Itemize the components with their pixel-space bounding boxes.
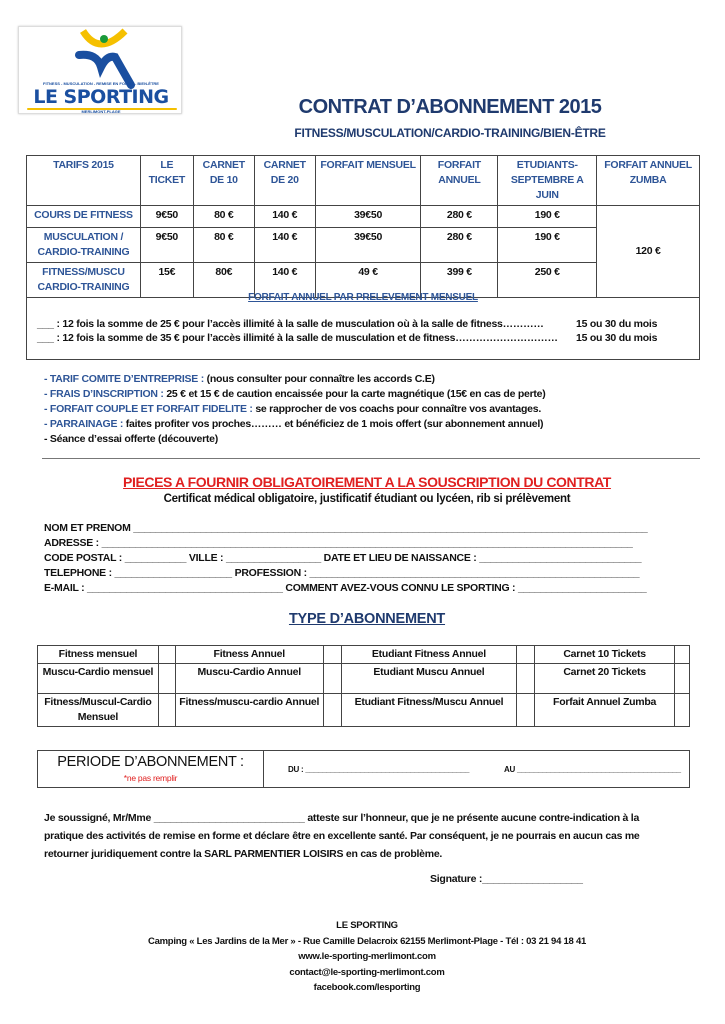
note-label: - FRAIS D’INSCRIPTION :	[44, 388, 164, 400]
field-row-email[interactable]: E-MAIL : ___________________________________ COMMENT AVEZ-VOUS CONNU LE SPORTING : _______________________	[44, 582, 647, 594]
option-text: : 12 fois la somme de 25 € pour l’accès illimité à la salle de musculation où à la salle de fitness…………	[53, 318, 544, 330]
field-nom[interactable]: NOM ET PRENOM ____________________________________________________________________________________________	[44, 522, 648, 534]
pieces-subtitle: Certificat médical obligatoire, justificatif étudiant ou lycéen, rib si prélèvement	[163, 493, 571, 505]
cell: 39€50	[315, 228, 421, 263]
notes-list	[44, 372, 546, 447]
field-row-cp[interactable]: CODE POSTAL : ___________ VILLE : _________________ DATE ET LIEU DE NAISSANCE : _____________________________	[44, 552, 642, 564]
field-label: COMMENT AVEZ-VOUS CONNU LE SPORTING :	[285, 582, 516, 594]
checkbox[interactable]	[323, 694, 341, 727]
checkbox[interactable]	[674, 664, 689, 694]
field-label: VILLE :	[188, 552, 224, 564]
header-cell: FORFAIT ANNUEL	[421, 156, 498, 206]
cell: 140 €	[254, 228, 315, 263]
cell: 80 €	[193, 228, 254, 263]
checkbox[interactable]	[158, 664, 175, 694]
periode-title: PERIODE D’ABONNEMENT :	[57, 754, 244, 770]
field-label: ADRESSE :	[44, 537, 99, 549]
cell: 399 €	[421, 263, 498, 298]
note-item	[44, 387, 546, 402]
field-adresse[interactable]: ADRESSE : _______________________________________________________________________________________________	[44, 537, 633, 549]
table-row	[27, 206, 700, 228]
type-table	[37, 645, 690, 727]
header-cell: CARNET DE 10	[193, 156, 254, 206]
field-label: TELEPHONE :	[44, 567, 112, 579]
logo-tagline: FITNESS - MUSCULATION - REMISE EN FORME - BIEN-ÊTRE	[43, 81, 159, 86]
type-option: Carnet 20 Tickets	[535, 664, 675, 694]
cell: 280 €	[421, 206, 498, 228]
type-option: Etudiant Fitness/Muscu Annuel	[341, 694, 517, 727]
prelevement-title: FORFAIT ANNUEL PAR PRELEVEMENT MENSUEL	[248, 292, 478, 303]
logo-place: MERLIMONT-PLAGE	[81, 109, 121, 114]
header-cell: ETUDIANTS-SEPTEMBRE A JUIN	[498, 156, 597, 206]
field-label: PROFESSION :	[234, 567, 307, 579]
type-option: Etudiant Muscu Annuel	[341, 664, 517, 694]
note-item	[44, 402, 546, 417]
field-label: E-MAIL :	[44, 582, 85, 594]
note-item	[44, 372, 546, 387]
note-text: se rapprocher de vos coachs pour connaître vos avantages.	[252, 403, 542, 415]
note-text: faites profiter vos proches……… et bénéficiez de 1 mois offert (sur abonnement annuel)	[123, 418, 544, 430]
field-label: DU :	[288, 765, 304, 774]
checkbox[interactable]	[158, 694, 175, 727]
periode-du-field[interactable]: DU : _______________________________________	[288, 765, 470, 774]
table-row	[38, 694, 690, 727]
checkbox[interactable]	[158, 646, 175, 664]
footer	[0, 918, 725, 996]
cell: 80 €	[193, 206, 254, 228]
header-cell: LE TICKET	[140, 156, 193, 206]
header-cell: CARNET DE 20	[254, 156, 315, 206]
periode-au-field[interactable]: AU _______________________________________	[504, 765, 681, 774]
checkbox[interactable]	[323, 646, 341, 664]
zumba-price: 120 €	[597, 206, 700, 298]
note-text: 25 € et 15 € de caution encaissée pour la carte magnétique (15€ en cas de perte)	[163, 388, 546, 400]
field-label: CODE POSTAL :	[44, 552, 123, 564]
note-text: (nous consulter pour connaître les accords C.E)	[203, 373, 435, 385]
cell: 280 €	[421, 228, 498, 263]
text: atteste sur l’honneur, que je ne présente aucune contre-indication à la	[307, 812, 640, 824]
footer-address: Camping « Les Jardins de la Mer » - Rue Camille Delacroix 62155 Merlimont-Plage - Tél : 03 21 94 18 41	[147, 935, 587, 947]
cell: 140 €	[254, 206, 315, 228]
field-row-tel[interactable]: TELEPHONE : _____________________ PROFESSION : ___________________________________________________________	[44, 567, 640, 579]
note-text: - Séance d’essai offerte (découverte)	[44, 433, 218, 445]
footer-facebook-link[interactable]: facebook.com/lesporting	[313, 982, 421, 993]
pieces-title: PIECES A FOURNIR OBLIGATOIREMENT A LA SOUSCRIPTION DU CONTRAT	[123, 474, 611, 490]
field-label: Signature :	[430, 873, 483, 885]
type-option: Etudiant Fitness Annuel	[341, 646, 517, 664]
type-option: Carnet 10 Tickets	[535, 646, 675, 664]
periode-box	[37, 750, 690, 788]
row-label: COURS DE FITNESS	[27, 206, 141, 228]
type-option: Fitness Annuel	[175, 646, 323, 664]
checkbox[interactable]	[323, 664, 341, 694]
note-label: - PARRAINAGE :	[44, 418, 124, 430]
checkbox[interactable]	[517, 646, 535, 664]
footer-email-link[interactable]: contact@le-sporting-merlimont.com	[289, 966, 445, 978]
text: retourner juridiquement contre la SARL PARMENTIER LOISIRS en cas de problème.	[44, 848, 443, 860]
option-day: 15 ou 30 du mois	[576, 332, 658, 344]
header-cell: TARIFS 2015	[27, 156, 141, 206]
row-label: MUSCULATION / CARDIO-TRAINING	[27, 228, 141, 263]
cell: 190 €	[498, 228, 597, 263]
note-label: - FORFAIT COUPLE ET FORFAIT FIDELITE :	[44, 403, 253, 415]
option-day: 15 ou 30 du mois	[576, 318, 658, 330]
checkbox-blank[interactable]: ___	[37, 332, 54, 344]
header-cell: FORFAIT MENSUEL	[315, 156, 421, 206]
cell: 190 €	[498, 206, 597, 228]
type-title: TYPE D’ABONNEMENT	[288, 611, 446, 627]
field-label: NOM ET PRENOM	[44, 522, 131, 534]
cell: 49 €	[315, 263, 421, 298]
note-label: - TARIF COMITE D’ENTREPRISE :	[44, 373, 204, 385]
table-row	[38, 646, 690, 664]
field-label: AU	[504, 765, 516, 774]
checkbox-blank[interactable]: ___	[37, 318, 54, 330]
checkbox[interactable]	[674, 694, 689, 727]
footer-name: LE SPORTING	[336, 920, 398, 931]
type-option: Muscu-Cardio mensuel	[38, 664, 159, 694]
signature-field[interactable]: Signature :__________________	[430, 873, 583, 885]
logo	[18, 26, 182, 114]
prelevement-option-1	[37, 318, 544, 330]
cell: 9€50	[140, 228, 193, 263]
tarifs-table	[26, 155, 700, 298]
text: pratique des activités de remise en forme et déclare être en excellente santé. Par conséquent, je ne pourrais en aucun cas me	[44, 830, 640, 842]
checkbox[interactable]	[517, 694, 535, 727]
option-text: : 12 fois la somme de 35 € pour l’accès illimité à la salle de musculation et de fitness…………………………	[53, 332, 558, 344]
type-option: Fitness/muscu-cardio Annuel	[175, 694, 323, 727]
divider	[42, 458, 700, 459]
type-option: Fitness/Muscul-Cardio Mensuel	[38, 694, 159, 727]
cell: 140 €	[254, 263, 315, 298]
type-option: Muscu-Cardio Annuel	[175, 664, 323, 694]
type-option: Fitness mensuel	[38, 646, 159, 664]
cell: 9€50	[140, 206, 193, 228]
header-cell: FORFAIT ANNUEL ZUMBA	[597, 156, 700, 206]
cell: 250 €	[498, 263, 597, 298]
cell: 15€	[140, 263, 193, 298]
page-title: CONTRAT D’ABONNEMENT 2015	[298, 96, 602, 118]
row-label: FITNESS/MUSCU CARDIO-TRAINING	[27, 263, 141, 298]
cell: 39€50	[315, 206, 421, 228]
name-blank[interactable]: ___________________________	[153, 812, 305, 824]
attestation-text	[44, 809, 640, 863]
page-subtitle: FITNESS/MUSCULATION/CARDIO-TRAINING/BIEN-ÊTRE	[294, 126, 606, 140]
note-item	[44, 432, 546, 447]
field-label: DATE ET LIEU DE NAISSANCE :	[323, 552, 477, 564]
note-item	[44, 417, 546, 432]
text: Je soussigné, Mr/Mme	[44, 812, 152, 824]
periode-note: *ne pas remplir	[123, 773, 178, 783]
checkbox[interactable]	[674, 646, 689, 664]
logo-name: LE SPORTING	[33, 86, 169, 108]
prelevement-option-2	[37, 332, 558, 344]
cell: 80€	[193, 263, 254, 298]
table-row	[38, 664, 690, 694]
checkbox[interactable]	[517, 664, 535, 694]
footer-website-link[interactable]: www.le-sporting-merlimont.com	[298, 951, 436, 962]
type-option: Forfait Annuel Zumba	[535, 694, 675, 727]
